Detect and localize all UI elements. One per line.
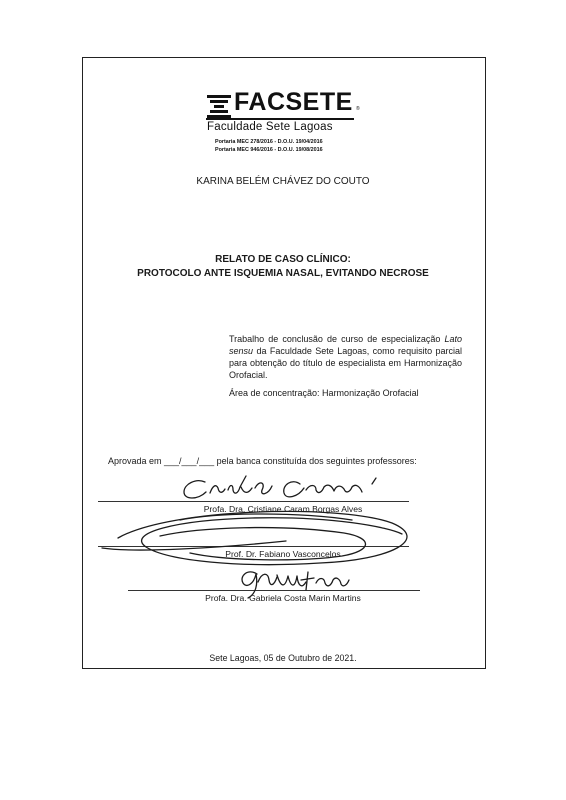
description-text-1: Trabalho de conclusão de curso de especialização [229, 334, 445, 344]
title-line-2: PROTOCOLO ANTE ISQUEMIA NASAL, EVITANDO NECROSE [137, 268, 429, 279]
signature-line-1 [98, 501, 409, 502]
approval-suffix: pela banca constituída dos seguintes professores: [214, 456, 417, 466]
facsete-logo [198, 84, 362, 160]
title-line-1: RELATO DE CASO CLÍNICO: [215, 254, 351, 265]
examiner-name-2: Prof. Dr. Fabiano Vasconcelos [225, 549, 341, 559]
place-and-date: Sete Lagoas, 05 de Outubro de 2021. [209, 653, 357, 663]
concentration-area: Área de concentração: Harmonização Orofacial [229, 388, 419, 398]
logo-registered-mark: ® [356, 106, 360, 112]
logo-divider [206, 118, 354, 120]
author-name: KARINA BELÉM CHÁVEZ DO COUTO [196, 176, 370, 187]
approval-date-blank: ___/___/___ [164, 456, 215, 466]
logo-portaria-1: Portaria MEC 278/2016 - D.O.U. 19/04/2016 [215, 139, 323, 145]
logo-subtitle: Faculdade Sete Lagoas [207, 121, 333, 133]
signature-line-2 [98, 546, 409, 547]
logo-portaria-2: Portaria MEC 946/2016 - D.O.U. 19/08/2016 [215, 147, 323, 153]
examiner-name-3: Profa. Dra. Gabriela Costa Marin Martins [205, 593, 361, 603]
logo-brand: FACSETE [234, 88, 353, 116]
signature-line-3 [128, 590, 420, 591]
description-italic: Lato sensu [229, 334, 462, 356]
approval-line [108, 456, 417, 466]
description-text-2: da Faculdade Sete Lagoas, como requisito parcial para obtenção do título de especialista em Harmonização Orofacial. [229, 346, 462, 380]
work-description [229, 333, 462, 381]
approval-prefix: Aprovada em [108, 456, 165, 466]
examiner-name-1: Profa. Dra. Cristiane Caram Borgas Alves [203, 504, 363, 514]
